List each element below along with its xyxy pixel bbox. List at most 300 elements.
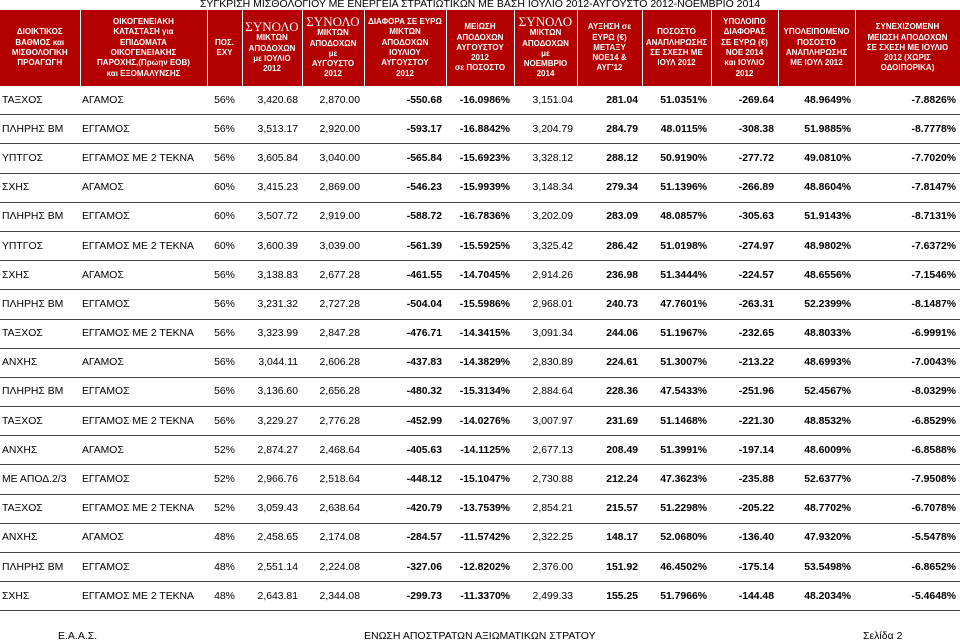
table-cell: -588.72 <box>364 202 446 231</box>
table-cell: ΑΝΧΗΣ <box>0 436 80 465</box>
footer-page-number: Σελίδα 2 <box>863 630 903 642</box>
header-line: ΑΥΓΟΥΣΤΟ <box>311 59 355 69</box>
table-cell: 2,638.64 <box>302 494 364 523</box>
table-cell: 2,518.64 <box>302 465 364 494</box>
table-cell: 56% <box>207 290 242 319</box>
table-cell: 52.0680% <box>642 523 711 552</box>
header-line: ΠΟΣΟΣΤΟ <box>657 27 696 37</box>
table-cell: 3,328.12 <box>514 144 577 173</box>
table-cell: 51.9885% <box>778 115 855 144</box>
table-cell: 2,727.28 <box>302 290 364 319</box>
table-cell: 3,202.09 <box>514 202 577 231</box>
table-cell: ΕΓΓΑΜΟΣ ΜΕ 2 ΤΕΚΝΑ <box>80 231 207 260</box>
table-cell: 51.3444% <box>642 261 711 290</box>
table-cell: -11.5742% <box>446 523 514 552</box>
table-cell: ΠΛΗΡΗΣ ΒΜ <box>0 202 80 231</box>
header-line: ΣΥΝΟΛΟ <box>518 14 573 30</box>
table-row <box>0 377 960 406</box>
header-line: ΣΥΝΕΧΙΖΟΜΕΝΗ <box>875 22 940 32</box>
table-cell: 3,415.23 <box>242 173 302 202</box>
header-line: με <box>328 48 338 58</box>
table-body <box>0 86 960 611</box>
table-cell: -8.0329% <box>855 377 960 406</box>
column-header-13 <box>855 10 960 86</box>
table-cell: ΑΓΑΜΟΣ <box>80 173 207 202</box>
header-row <box>0 10 960 86</box>
table-cell: 56% <box>207 348 242 377</box>
table-cell: -461.55 <box>364 261 446 290</box>
table-cell: 48% <box>207 582 242 611</box>
table-cell: 2,458.65 <box>242 523 302 552</box>
table-cell: 47.7601% <box>642 290 711 319</box>
table-cell: 48.7702% <box>778 494 855 523</box>
table-cell: 3,420.68 <box>242 86 302 115</box>
table-cell: 2,854.21 <box>514 494 577 523</box>
table-cell: 3,151.04 <box>514 86 577 115</box>
header-line: ΑΠΟΔΟΧΩΝ <box>522 38 569 48</box>
table-cell: -144.48 <box>711 582 778 611</box>
table-cell: -565.84 <box>364 144 446 173</box>
table-row <box>0 494 960 523</box>
table-cell: 52.4567% <box>778 377 855 406</box>
table-row <box>0 261 960 290</box>
header-line: ΣΕ ΣΧΕΣΗ ΜΕ ΙΟΥΛΙΟ <box>866 42 949 52</box>
header-line: και ΙΟΥΛΙΟ <box>724 58 765 68</box>
table-cell: -11.3370% <box>446 582 514 611</box>
table-cell: 2,874.27 <box>242 436 302 465</box>
table-cell: 51.3007% <box>642 348 711 377</box>
table-cell: ΕΓΓΑΜΟΣ <box>80 465 207 494</box>
header-line: ΠΑΡΟΧΗΣ,(Πρώην ΕΟΒ) <box>97 58 190 68</box>
table-cell: 51.1967% <box>642 319 711 348</box>
table-cell: 228.36 <box>577 377 642 406</box>
table-cell: -7.8826% <box>855 86 960 115</box>
table-cell: -16.7836% <box>446 202 514 231</box>
footer-org-name: ΕΝΩΣΗ ΑΠΟΣΤΡΑΤΩΝ ΑΞΙΩΜΑΤΙΚΩΝ ΣΤΡΑΤΟΥ <box>364 630 596 642</box>
table-cell: 212.24 <box>577 465 642 494</box>
table-cell: ΑΝΧΗΣ <box>0 348 80 377</box>
table-cell: -16.0986% <box>446 86 514 115</box>
header-line: ΜΕΙΩΣΗ <box>464 22 496 32</box>
table-cell: -136.40 <box>711 523 778 552</box>
table-cell: -561.39 <box>364 231 446 260</box>
header-line: ΟΙΚΟΓΕΝΕΙΑΚΗ <box>113 17 174 27</box>
table-cell: 244.06 <box>577 319 642 348</box>
table-cell: 52% <box>207 494 242 523</box>
table-cell: 56% <box>207 144 242 173</box>
header-line: ΠΟΣΟΣΤΟ <box>797 37 836 47</box>
table-cell: -14.1125% <box>446 436 514 465</box>
table-cell: -205.22 <box>711 494 778 523</box>
table-cell: 2,499.33 <box>514 582 577 611</box>
column-header-4 <box>242 10 302 86</box>
header-line: ΜΙΣΘΟΛΟΓΙΚΗ <box>11 48 68 57</box>
table-cell: 3,325.42 <box>514 231 577 260</box>
table-row <box>0 436 960 465</box>
table-cell: 3,138.83 <box>242 261 302 290</box>
table-cell: -263.31 <box>711 290 778 319</box>
table-cell: 2,914.26 <box>514 261 577 290</box>
table-cell: 48.6993% <box>778 348 855 377</box>
table-cell: -14.0276% <box>446 407 514 436</box>
header-line: ΑΠΟΔΟΧΩΝ <box>456 32 504 42</box>
table-cell: 3,231.32 <box>242 290 302 319</box>
table-cell: ΤΑΞΧΟΣ <box>0 494 80 523</box>
table-cell: 48.2034% <box>778 582 855 611</box>
table-cell: 3,204.79 <box>514 115 577 144</box>
table-cell: -15.9939% <box>446 173 514 202</box>
table-cell: -299.73 <box>364 582 446 611</box>
table-cell: 48.8604% <box>778 173 855 202</box>
table-row <box>0 582 960 611</box>
table-cell: 51.0351% <box>642 86 711 115</box>
table-cell: 281.04 <box>577 86 642 115</box>
header-line: ΚΑΤΑΣΤΑΣΗ για <box>113 27 174 37</box>
table-cell: 53.5498% <box>778 553 855 582</box>
table-cell: 50.9190% <box>642 144 711 173</box>
table-cell: -15.3134% <box>446 377 514 406</box>
table-cell: 2,224.08 <box>302 553 364 582</box>
table-cell: 2,376.00 <box>514 553 577 582</box>
table-cell: 284.79 <box>577 115 642 144</box>
table-cell: -308.38 <box>711 115 778 144</box>
table-cell: 215.57 <box>577 494 642 523</box>
table-cell: -7.6372% <box>855 231 960 260</box>
table-cell: ΣΧΗΣ <box>0 261 80 290</box>
table-cell: -277.72 <box>711 144 778 173</box>
table-cell: 2,966.76 <box>242 465 302 494</box>
table-cell: 56% <box>207 115 242 144</box>
table-cell: 2,677.13 <box>514 436 577 465</box>
table-cell: -251.96 <box>711 377 778 406</box>
header-line: ΣΥΝΟΛΟ <box>245 19 299 35</box>
table-cell: -14.3829% <box>446 348 514 377</box>
column-header-12 <box>778 10 855 86</box>
table-cell: 2,174.08 <box>302 523 364 552</box>
header-line: ΝΟΕΜΒΡΙΟ <box>523 59 568 69</box>
header-line: ΠΟΣ. <box>214 37 235 47</box>
table-cell: -593.17 <box>364 115 446 144</box>
footer-org-abbrev: Ε.Α.Α.Σ. <box>58 630 98 642</box>
table-cell: -6.8652% <box>855 553 960 582</box>
header-line: και ΕΞΟΜΑΛΥΝΣΗΣ <box>106 68 181 78</box>
table-cell: 47.5433% <box>642 377 711 406</box>
table-cell: ΣΧΗΣ <box>0 582 80 611</box>
header-line: ΑΥΓΟΥΣΤΟΥ <box>456 42 504 52</box>
header-line: ΥΠΟΛΕΙΠΟΜΕΝΟ <box>783 27 850 37</box>
table-cell: 2,551.14 <box>242 553 302 582</box>
table-cell: ΑΝΧΗΣ <box>0 523 80 552</box>
table-cell: -480.32 <box>364 377 446 406</box>
table-cell: -7.7020% <box>855 144 960 173</box>
header-line: ΑΠΟΔΟΧΩΝ <box>248 43 296 53</box>
table-cell: 2,884.64 <box>514 377 577 406</box>
table-cell: -546.23 <box>364 173 446 202</box>
table-cell: 60% <box>207 231 242 260</box>
table-row <box>0 173 960 202</box>
table-cell: 148.17 <box>577 523 642 552</box>
table-cell: ΕΓΓΑΜΟΣ ΜΕ 2 ΤΕΚΝΑ <box>80 582 207 611</box>
table-cell: -6.9991% <box>855 319 960 348</box>
table-row <box>0 86 960 115</box>
table-cell: -8.7131% <box>855 202 960 231</box>
table-cell: 48.8033% <box>778 319 855 348</box>
table-cell: -8.1487% <box>855 290 960 319</box>
table-cell: ΕΓΓΑΜΟΣ ΜΕ 2 ΤΕΚΝΑ <box>80 407 207 436</box>
header-line: ΜΕ ΙΟΥΛ 2012 <box>790 58 843 68</box>
table-cell: ΕΓΓΑΜΟΣ ΜΕ 2 ΤΕΚΝΑ <box>80 319 207 348</box>
table-cell: 48.9802% <box>778 231 855 260</box>
table-cell: -8.7778% <box>855 115 960 144</box>
table-cell: 3,059.43 <box>242 494 302 523</box>
header-line: ΑΠΟΔΟΧΩΝ <box>381 37 429 47</box>
table-cell: -13.7539% <box>446 494 514 523</box>
table-cell: ΕΓΓΑΜΟΣ <box>80 553 207 582</box>
table-cell: 208.49 <box>577 436 642 465</box>
table-cell: 3,148.34 <box>514 173 577 202</box>
header-line: ΣΥΝΟΛΟ <box>306 14 360 30</box>
table-cell: ΥΠΤΓΟΣ <box>0 231 80 260</box>
table-cell: 46.4502% <box>642 553 711 582</box>
table-cell: -6.8529% <box>855 407 960 436</box>
table-cell: 3,039.00 <box>302 231 364 260</box>
page-footer <box>0 629 960 643</box>
column-header-3 <box>207 10 242 86</box>
table-cell: 236.98 <box>577 261 642 290</box>
table-cell: -12.8202% <box>446 553 514 582</box>
table-cell: 2,322.25 <box>514 523 577 552</box>
table-cell: -405.63 <box>364 436 446 465</box>
salary-comparison-table <box>0 10 960 611</box>
header-line: ΕΧΥ <box>216 48 233 57</box>
table-row <box>0 202 960 231</box>
table-row <box>0 290 960 319</box>
table-row <box>0 115 960 144</box>
header-line: ΙΟΥΛΙΟΥ <box>389 48 421 57</box>
header-line: με ΙΟΥΛΙΟ <box>253 54 291 63</box>
header-line: ΑΠΟΔΟΧΩΝ <box>309 38 357 48</box>
header-line: ΥΠΟΛΟΙΠΟ <box>723 17 766 27</box>
table-cell: -7.8147% <box>855 173 960 202</box>
header-line: ΔΙΑΦΟΡΑΣ <box>723 27 766 37</box>
table-cell: 51.9143% <box>778 202 855 231</box>
table-cell: 2,847.28 <box>302 319 364 348</box>
table-cell: -16.8842% <box>446 115 514 144</box>
table-cell: 56% <box>207 261 242 290</box>
table-cell: 286.42 <box>577 231 642 260</box>
header-line: ΜΕΤΑΞΥ <box>593 42 626 52</box>
table-cell: 56% <box>207 319 242 348</box>
header-line: ΝΟΕ 2014 <box>725 48 764 57</box>
table-cell: 231.69 <box>577 407 642 436</box>
table-cell: ΜΕ ΑΠΟΔ.2/3 <box>0 465 80 494</box>
table-cell: ΕΓΓΑΜΟΣ <box>80 115 207 144</box>
header-line: 2014 <box>536 69 555 79</box>
header-line: ΕΥΡΩ (€) <box>592 32 627 42</box>
table-cell: ΕΓΓΑΜΟΣ <box>80 202 207 231</box>
table-cell: -15.5986% <box>446 290 514 319</box>
table-cell: 2,830.89 <box>514 348 577 377</box>
header-line: ΜΙΚΤΩΝ <box>256 33 288 43</box>
header-line: ΜΙΚΤΩΝ <box>389 27 421 37</box>
header-line: σε ΠΟΣΟΣΤΟ <box>454 63 506 73</box>
table-cell: 48% <box>207 553 242 582</box>
table-cell: 47.9320% <box>778 523 855 552</box>
table-cell: 49.0810% <box>778 144 855 173</box>
table-cell: 51.7966% <box>642 582 711 611</box>
header-line: ΟΔΟΙΠΟΡΙΚΑ) <box>880 63 935 73</box>
header-line: ΔΙΟΙΚΤΙΚΟΣ <box>16 27 63 37</box>
header-line: 2012 <box>735 68 754 78</box>
column-header-2 <box>80 10 207 86</box>
header-line: 2012 (ΧΩΡΙΣ <box>884 53 931 63</box>
header-line: ΝΟΕ14 & <box>592 53 627 63</box>
table-cell: 52% <box>207 436 242 465</box>
table-cell: -14.3415% <box>446 319 514 348</box>
column-header-6 <box>364 10 446 86</box>
header-line: ΑΝΑΠΛΗΡΩΣΗΣ <box>645 37 708 47</box>
table-cell: 56% <box>207 377 242 406</box>
table-row <box>0 553 960 582</box>
table-cell: 2,869.00 <box>302 173 364 202</box>
table-cell: ΣΧΗΣ <box>0 173 80 202</box>
table-cell: 3,507.72 <box>242 202 302 231</box>
table-row <box>0 465 960 494</box>
table-cell: -327.06 <box>364 553 446 582</box>
column-header-9 <box>577 10 642 86</box>
table-cell: -420.79 <box>364 494 446 523</box>
table-cell: ΕΓΓΑΜΟΣ ΜΕ 2 ΤΕΚΝΑ <box>80 144 207 173</box>
table-cell: 2,776.28 <box>302 407 364 436</box>
table-cell: 283.09 <box>577 202 642 231</box>
table-cell: 279.34 <box>577 173 642 202</box>
table-cell: 3,229.27 <box>242 407 302 436</box>
table-cell: 47.3623% <box>642 465 711 494</box>
table-cell: 2,968.01 <box>514 290 577 319</box>
table-cell: -14.7045% <box>446 261 514 290</box>
table-cell: ΕΓΓΑΜΟΣ <box>80 290 207 319</box>
table-cell: 56% <box>207 86 242 115</box>
header-line: ΠΡΟΑΓΩΓΗ <box>17 58 63 68</box>
table-cell: ΤΑΞΧΟΣ <box>0 407 80 436</box>
table-cell: 48.0115% <box>642 115 711 144</box>
table-cell: ΕΓΓΑΜΟΣ <box>80 377 207 406</box>
table-cell: 2,344.08 <box>302 582 364 611</box>
table-cell: 240.73 <box>577 290 642 319</box>
table-cell: ΠΛΗΡΗΣ ΒΜ <box>0 377 80 406</box>
table-cell: 51.3991% <box>642 436 711 465</box>
table-cell: 60% <box>207 173 242 202</box>
table-cell: ΑΓΑΜΟΣ <box>80 523 207 552</box>
header-line: ΜΕΙΩΣΗ ΑΠΟΔΟΧΩΝ <box>867 32 948 42</box>
header-line: ΑΥΓ'12 <box>596 63 623 73</box>
table-cell: 48.6009% <box>778 436 855 465</box>
table-cell: -5.4648% <box>855 582 960 611</box>
header-line: 2012 <box>471 53 489 63</box>
table-cell: ΤΑΞΧΟΣ <box>0 86 80 115</box>
table-cell: -7.0043% <box>855 348 960 377</box>
table-cell: ΤΑΞΧΟΣ <box>0 319 80 348</box>
table-cell: -213.22 <box>711 348 778 377</box>
table-cell: 3,044.11 <box>242 348 302 377</box>
table-cell: -15.5925% <box>446 231 514 260</box>
column-header-8 <box>514 10 577 86</box>
table-cell: 51.1468% <box>642 407 711 436</box>
table-cell: 3,136.60 <box>242 377 302 406</box>
table-cell: 52.6377% <box>778 465 855 494</box>
column-header-7 <box>446 10 514 86</box>
table-cell: 2,920.00 <box>302 115 364 144</box>
table-cell: -197.14 <box>711 436 778 465</box>
table-cell: -269.64 <box>711 86 778 115</box>
page-title: ΣΥΓΚΡΙΣΗ ΜΙΣΘΟΛΟΓΙΟΥ ΜΕ ΕΝΕΡΓΕΙΑ ΣΤΡΑΤΙΩΤΙΚΩΝ ΜΕ ΒΑΣΗ ΙΟΥΛΙΟ 2012-ΑΥΓΟΥΣΤΟ 2012-ΝΟΕΜΒΡΙΟ 2014 <box>199 0 761 10</box>
table-cell: ΑΓΑΜΟΣ <box>80 261 207 290</box>
header-line: ΔΙΑΦΟΡΑ ΣΕ ΕΥΡΩ <box>368 17 442 27</box>
table-cell: -15.1047% <box>446 465 514 494</box>
table-cell: -476.71 <box>364 319 446 348</box>
table-cell: -448.12 <box>364 465 446 494</box>
header-line: ΜΙΚΤΩΝ <box>529 28 562 38</box>
table-cell: -224.57 <box>711 261 778 290</box>
table-row <box>0 231 960 260</box>
table-cell: -452.99 <box>364 407 446 436</box>
column-header-11 <box>711 10 778 86</box>
table-cell: 2,730.88 <box>514 465 577 494</box>
table-cell: -232.65 <box>711 319 778 348</box>
table-cell: 2,606.28 <box>302 348 364 377</box>
table-cell: 56% <box>207 407 242 436</box>
table-cell: -284.57 <box>364 523 446 552</box>
table-cell: 48.8532% <box>778 407 855 436</box>
table-cell: -6.7078% <box>855 494 960 523</box>
table-cell: -7.1546% <box>855 261 960 290</box>
table-cell: 3,091.34 <box>514 319 577 348</box>
header-line: 2012 <box>324 69 342 79</box>
table-cell: ΥΠΤΓΟΣ <box>0 144 80 173</box>
table-cell: -235.88 <box>711 465 778 494</box>
table-cell: 2,870.00 <box>302 86 364 115</box>
header-line: ΣΕ ΕΥΡΩ (€) <box>721 37 768 47</box>
table-cell: 48% <box>207 523 242 552</box>
table-cell: 48.6556% <box>778 261 855 290</box>
table-cell: 51.0198% <box>642 231 711 260</box>
table-cell: -266.89 <box>711 173 778 202</box>
header-line: ΕΠΙΔΟΜΑΤΑ <box>120 37 167 47</box>
table-cell: 3,600.39 <box>242 231 302 260</box>
header-line: 2012 <box>263 64 281 74</box>
table-cell: 60% <box>207 202 242 231</box>
table-cell: ΑΓΑΜΟΣ <box>80 436 207 465</box>
header-line: ΣΕ ΣΧΕΣΗ ΜΕ <box>650 48 703 57</box>
table-cell: 2,919.00 <box>302 202 364 231</box>
table-cell: -305.63 <box>711 202 778 231</box>
header-line: ΑΥΞΗΣΗ σε <box>587 22 632 32</box>
table-row <box>0 407 960 436</box>
table-cell: ΠΛΗΡΗΣ ΒΜ <box>0 553 80 582</box>
table-cell: ΠΛΗΡΗΣ ΒΜ <box>0 115 80 144</box>
table-cell: 48.0857% <box>642 202 711 231</box>
table-row <box>0 144 960 173</box>
header-line: ΒΑΘΜΟΣ και <box>15 37 65 47</box>
table-cell: -6.8588% <box>855 436 960 465</box>
table-row <box>0 319 960 348</box>
table-cell: 2,677.28 <box>302 261 364 290</box>
table-cell: -7.9508% <box>855 465 960 494</box>
table-cell: ΠΛΗΡΗΣ ΒΜ <box>0 290 80 319</box>
table-cell: -15.6923% <box>446 144 514 173</box>
header-line: με <box>541 48 550 58</box>
table-row <box>0 348 960 377</box>
